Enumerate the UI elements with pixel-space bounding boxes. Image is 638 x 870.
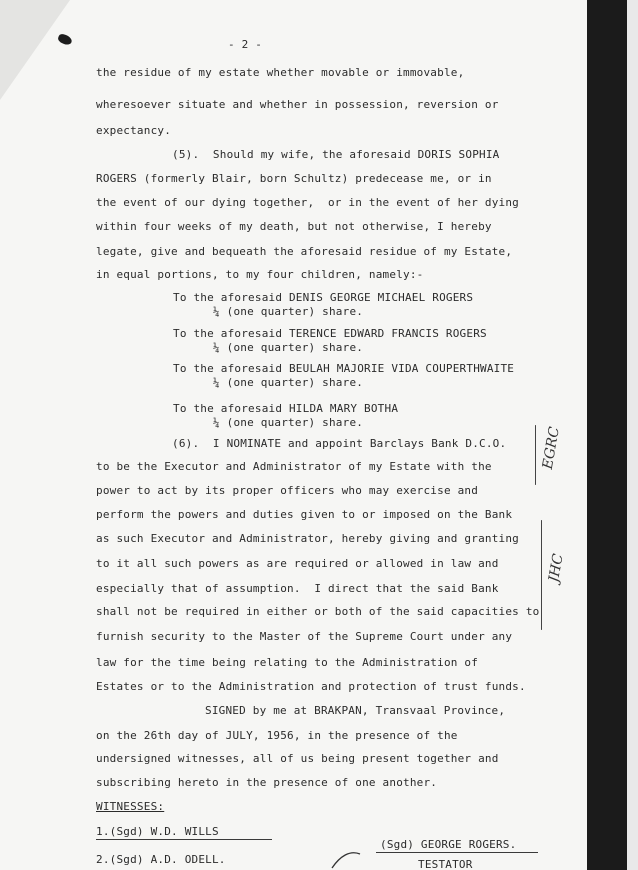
body-line: perform the powers and duties given to or imposed on the Bank	[96, 508, 513, 521]
body-line: shall not be required in either or both of the said capacities to	[96, 605, 540, 618]
margin-initials: EGRC	[539, 425, 563, 471]
body-line: wheresoever situate and whether in possession, reversion or	[96, 98, 499, 111]
folded-corner	[0, 0, 70, 100]
witness-1: 1.(Sgd) W.D. WILLS	[96, 825, 219, 838]
beneficiary-line: To the aforesaid TERENCE EDWARD FRANCIS ROGERS	[173, 327, 487, 340]
body-line: ROGERS (formerly Blair, born Schultz) predecease me, or in	[96, 172, 492, 185]
margin-initials: JHC	[545, 552, 567, 584]
share-line: ¼ (one quarter) share.	[213, 416, 364, 429]
body-line: expectancy.	[96, 124, 172, 137]
scanner-edge-margin	[627, 0, 638, 870]
body-line: legate, give and bequeath the aforesaid residue of my Estate,	[96, 245, 513, 258]
body-line: in equal portions, to my four children, namely:-	[96, 268, 424, 281]
body-line: the residue of my estate whether movable or immovable,	[96, 66, 465, 79]
attestation-line: undersigned witnesses, all of us being present together and	[96, 752, 499, 765]
testator-label: TESTATOR	[418, 858, 473, 870]
attestation-line: SIGNED by me at BRAKPAN, Transvaal Province,	[205, 704, 506, 717]
clause-6-heading: (6). I NOMINATE and appoint Barclays Bank D.C.O.	[172, 437, 507, 450]
witness-2: 2.(Sgd) A.D. ODELL.	[96, 853, 226, 866]
margin-bracket	[535, 425, 536, 485]
body-line: law for the time being relating to the Administration of	[96, 656, 479, 669]
body-line: as such Executor and Administrator, hereby giving and granting	[96, 532, 519, 545]
body-line: especially that of assumption. I direct that the said Bank	[96, 582, 499, 595]
attestation-line: subscribing hereto in the presence of one another.	[96, 776, 438, 789]
pen-scribble	[330, 848, 370, 870]
share-line: ¼ (one quarter) share.	[213, 341, 364, 354]
clause-5-heading: (5). Should my wife, the aforesaid DORIS SOPHIA	[172, 148, 500, 161]
body-line: to be the Executor and Administrator of my Estate with the	[96, 460, 492, 473]
attestation-line: on the 26th day of JULY, 1956, in the presence of the	[96, 729, 458, 742]
beneficiary-line: To the aforesaid HILDA MARY BOTHA	[173, 402, 399, 415]
scanner-edge-shadow	[587, 0, 627, 870]
testator-signature-rule	[376, 852, 538, 853]
margin-bracket	[541, 520, 542, 630]
body-line: Estates or to the Administration and protection of trust funds.	[96, 680, 526, 693]
body-line: the event of our dying together, or in the event of her dying	[96, 196, 519, 209]
body-line: power to act by its proper officers who may exercise and	[96, 484, 479, 497]
witness-1-signature-rule	[96, 839, 272, 840]
body-line: to it all such powers as are required or allowed in law and	[96, 557, 499, 570]
page-number: - 2 -	[228, 38, 263, 51]
body-line: within four weeks of my death, but not otherwise, I hereby	[96, 220, 492, 233]
share-line: ¼ (one quarter) share.	[213, 376, 364, 389]
testator-signature: (Sgd) GEORGE ROGERS.	[380, 838, 517, 851]
beneficiary-line: To the aforesaid BEULAH MAJORIE VIDA COUPERTHWAITE	[173, 362, 515, 375]
body-line: furnish security to the Master of the Supreme Court under any	[96, 630, 513, 643]
share-line: ¼ (one quarter) share.	[213, 305, 364, 318]
beneficiary-line: To the aforesaid DENIS GEORGE MICHAEL ROGERS	[173, 291, 474, 304]
witnesses-heading: WITNESSES:	[96, 800, 165, 813]
